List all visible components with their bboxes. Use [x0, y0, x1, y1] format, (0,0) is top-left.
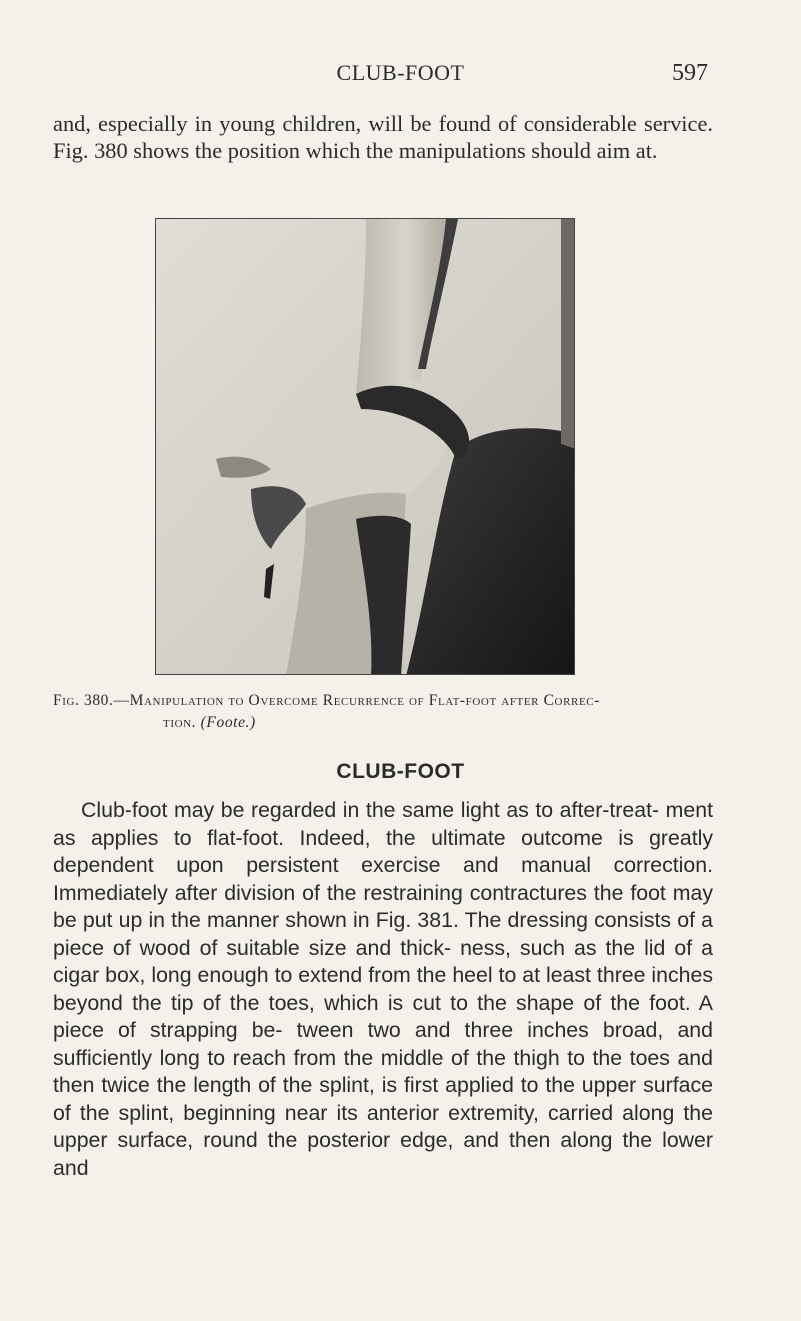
foot-manipulation-photo [156, 219, 575, 675]
figure-caption [53, 690, 743, 734]
intro-paragraph: and, especially in young children, will be found of considerable service. Fig. 380 shows the position which the manipulations should aim at. [53, 111, 713, 164]
caption-credit: (Foote.) [200, 714, 256, 731]
caption-label: Fig. 380. [53, 692, 114, 709]
running-head [0, 60, 801, 90]
caption-text: —Manipulation to Overcome Recurrence of Flat-foot after Correc- [113, 692, 600, 709]
caption-continuation: tion. [163, 714, 197, 731]
page-number: 597 [672, 60, 708, 86]
section-paragraph: Club-foot may be regarded in the same light as to after-treat- ment as applies to flat-foot. Indeed, the ultimate outcome is greatly dependent upon persistent exercise and manual correction. Immediately after division of the restraining contractures the foot may be put up in the manner shown in Fig. 381. The dressing consists of a piece of wood of suitable size and thick- ness, such as the lid of a cigar box, long enough to extend from the heel to at least three inches beyond the tip of the toes, which is cut to the shape of the foot. A piece of strapping be- tween two and three inches broad, and sufficiently long to reach from the middle of the thigh to the toes and then twice the length of the splint, is first applied to the upper surface of the splint, beginning near its anterior extremity, carried along the upper surface, round the posterior edge, and then along the lower and [53, 798, 713, 1180]
figure-photograph [155, 218, 575, 675]
running-title: CLUB-FOOT [336, 60, 465, 85]
section-heading: CLUB-FOOT [336, 760, 465, 783]
